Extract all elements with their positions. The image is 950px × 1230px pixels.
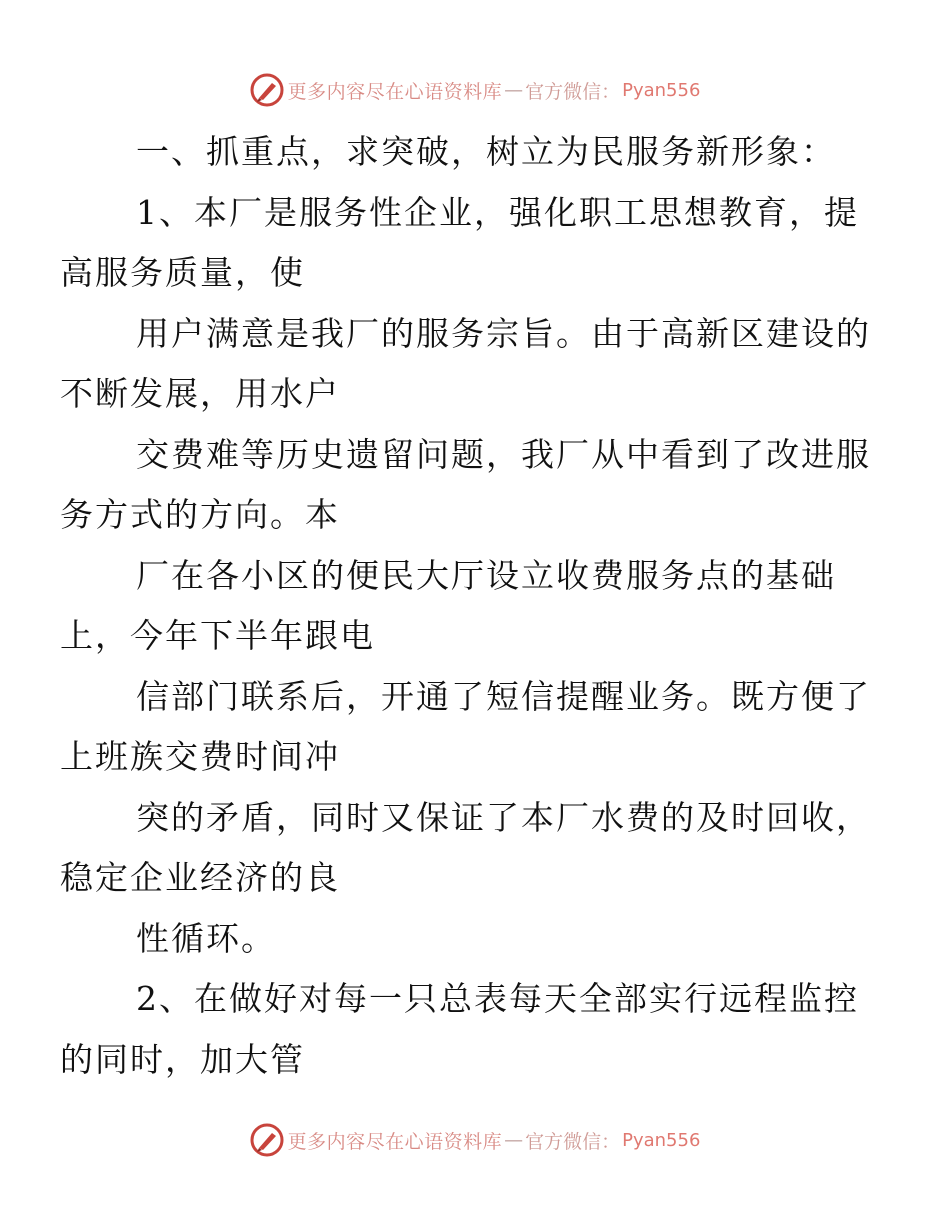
paragraph bbox=[60, 425, 871, 546]
paragraph bbox=[60, 969, 859, 1090]
text-line: 上班族交费时间冲 bbox=[60, 737, 340, 776]
banner-dash: — bbox=[504, 79, 524, 101]
banner-wechat-label: 官方微信： bbox=[525, 80, 621, 103]
text-line: 稳定企业经济的良 bbox=[60, 858, 340, 897]
paragraph bbox=[60, 788, 871, 909]
pen-logo-icon bbox=[250, 73, 284, 107]
text-line: 上，今年下半年跟电 bbox=[60, 616, 375, 655]
paragraph bbox=[60, 304, 871, 425]
banner-title: 更多内容尽在心语资料库 bbox=[287, 1130, 503, 1153]
text-line: 2、在做好对每一只总表每天全部实行远程监控 bbox=[136, 979, 859, 1018]
banner-wechat-id: Pyan556 bbox=[622, 1129, 701, 1151]
text-line: 用户满意是我厂的服务宗旨。由于高新区建设的 bbox=[136, 313, 871, 353]
text-line: 一、抓重点，求突破，树立为民服务新形象： bbox=[136, 132, 836, 171]
banner-dash: — bbox=[504, 1129, 524, 1151]
text-line: 突的矛盾，同时又保证了本厂水费的及时回收， bbox=[136, 797, 871, 837]
document-body bbox=[60, 122, 871, 1090]
text-line: 不断发展，用水户 bbox=[60, 374, 340, 413]
text-line: 高服务质量，使 bbox=[60, 253, 305, 292]
header-banner bbox=[0, 70, 950, 110]
text-line: 1、本厂是服务性企业，强化职工思想教育，提 bbox=[136, 192, 859, 232]
text-line: 交费难等历史遗留问题，我厂从中看到了改进服 bbox=[136, 434, 871, 474]
banner-wechat-id: Pyan556 bbox=[622, 79, 701, 101]
paragraph-heading bbox=[98, 122, 858, 183]
pen-logo-icon bbox=[250, 1123, 284, 1157]
text-line: 性循环。 bbox=[136, 918, 276, 958]
paragraph bbox=[60, 546, 858, 667]
text-line: 务方式的方向。本 bbox=[60, 495, 340, 534]
footer-banner bbox=[0, 1120, 950, 1160]
text-line: 信部门联系后，开通了短信提醒业务。既方便了 bbox=[136, 676, 871, 716]
text-line: 厂在各小区的便民大厅设立收费服务点的基础 bbox=[136, 555, 836, 595]
paragraph bbox=[98, 909, 858, 970]
text-line: 的同时，加大管 bbox=[60, 1039, 305, 1079]
paragraph bbox=[60, 183, 859, 304]
banner-title: 更多内容尽在心语资料库 bbox=[287, 80, 503, 103]
paragraph bbox=[60, 667, 871, 788]
banner-wechat-label: 官方微信： bbox=[525, 1130, 621, 1153]
